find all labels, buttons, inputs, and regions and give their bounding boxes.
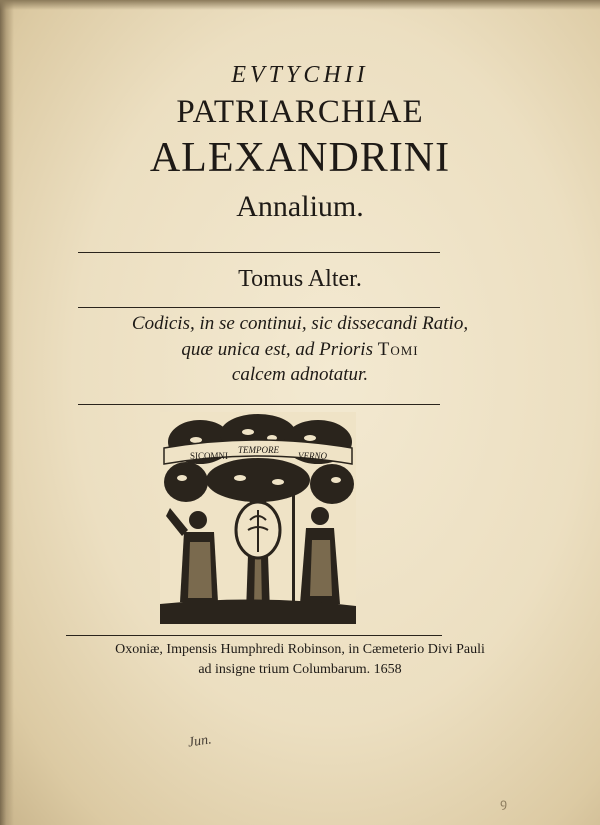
title-line-1: EVTYCHII [231, 62, 369, 88]
note-line-2 [0, 339, 600, 361]
title-line-3: ALEXANDRINI [149, 135, 451, 181]
title-line-4: Annalium. [236, 190, 364, 223]
page-top-edge [0, 0, 600, 10]
note-line-2-tomi: Tomi [377, 339, 419, 360]
motto-left: SICOMNI [190, 451, 229, 461]
rule-below-volume [78, 307, 440, 308]
handwritten-annotation: Jun. [187, 732, 213, 751]
imprint-line-2: ad insigne trium Columbarum. 1658 [198, 662, 402, 677]
rule-above-emblem [78, 404, 440, 405]
motto-right: VERNO [298, 451, 327, 461]
faint-corner-mark: ꝯ [500, 796, 508, 810]
rule-above-volume [78, 252, 440, 253]
title-line-2: PATRIARCHIAE [176, 94, 424, 130]
motto-center: TEMPORE [238, 445, 279, 455]
note-line-1: Codicis, in se continui, sic dissecandi Ratio, [131, 313, 469, 334]
imprint-line-1: Oxoniæ, Impensis Humphredi Robinson, in Cæmeterio Divi Pauli [115, 642, 485, 657]
note-line-2-text: quæ unica est, ad Prioris [181, 339, 378, 360]
volume-label: Tomus Alter. [238, 266, 362, 292]
rule-above-imprint [66, 635, 442, 636]
printer-emblem-woodcut [160, 412, 356, 624]
note-line-3: calcem adnotatur. [231, 364, 369, 385]
